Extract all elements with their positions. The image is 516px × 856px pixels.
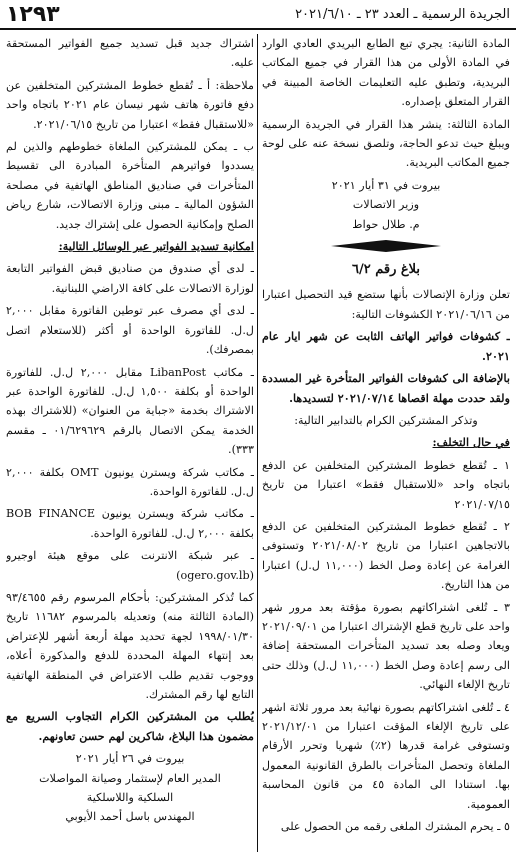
signature-name: م. طلال حواط xyxy=(352,217,420,231)
right-column xyxy=(262,34,510,854)
payment-method-1: ـ لدى أي صندوق من صناديق قبض الفواتير التابعة لوزارة الاتصالات على كافة الاراضي اللبنانية. xyxy=(6,262,254,295)
notice-intro: تعلن وزارة الإتصالات بأنها ستضع قيد التحصيل اعتبارا من ٢٠٢١/٠٦/١٦ الكشوفات التالية: xyxy=(262,288,510,321)
note-a: ملاحظة: أ ـ تُقطع خطوط المشتركين المتخلفين عن دفع فاتورة هاتف شهر نيسان عام ٢٠٢١ باتجاه واحد «للاستقبال فقط» اعتبارا من تاريخ ٢٠٢١/٠٦/١٥. xyxy=(6,78,254,131)
payment-methods-title: امكانية تسديد الفواتير عبر الوسائل التالية: xyxy=(58,239,254,254)
separator-arrow-icon xyxy=(262,240,510,252)
gazette-title: الجريدة الرسمية ـ العدد ٢٣ ـ ٢٠٢١/٦/١٠ xyxy=(295,6,510,22)
measure-3: ٣ ـ تُلغى اشتراكاتهم بصورة مؤقتة بعد مرور شهر واحد على تاريخ قطع الإشتراك اعتبارا من ٢٠٢١/٠٩/٠١ ويعاد وصله بعد تسديد المتأخرات المستحقة إضافة الى رسم إعادة وصل الخط (١١,٠٠٠ ل.ل) وذلك حتى تاريخ الإلغاء النهائي. xyxy=(262,600,510,692)
measure-1: ١ ـ تُقطع خطوط المشتركين المتخلفين عن الدفع باتجاه واحد «للاستقبال فقط» اعتبارا من تاريخ ٢٠٢١/٠٧/١٥ xyxy=(262,458,510,511)
signature-date: بيروت في ٣١ أيار ٢٠٢١ xyxy=(331,178,441,192)
signature-role: المدير العام لإستثمار وصيانة المواصلات xyxy=(39,771,221,785)
payment-method-5: ـ مكاتب شركة ويسترن يونيون BOB FINANCE بكلفة ٢,٠٠٠ ل.ل. للفاتورة الواحدة. xyxy=(6,507,254,540)
signature-name: المهندس باسل أحمد الأيوبي xyxy=(65,810,195,824)
measures-reminder: وتذكر المشتركين الكرام بالتدابير التالية: xyxy=(294,413,478,427)
page-header xyxy=(0,0,516,30)
article-2: المادة الثانية: يجري تبع الطابع البريدي العادي الوارد في المادة الأولى من هذا القرار في جميع المكاتب البريدية، وتطبق عليه التعليمات الخاصة المبينة في القرار المتعلق بإصداره. xyxy=(262,37,510,109)
signature-role-2: السلكية واللاسلكية xyxy=(86,791,174,805)
notice-title: بلاغ رقم ٦/٢ xyxy=(351,262,421,278)
payment-method-2: ـ لدى أي مصرف عبر توطين الفاتورة مقابل ٢,٠٠٠ ل.ل. للفاتورة الواحدة أو أكثر (للاستعلام اتصل بمصرفك). xyxy=(6,304,254,357)
article-3: المادة الثالثة: ينشر هذا القرار في الجريدة الرسمية ويبلغ حيث تدعو الحاجة، وتلصق نسخة عنه على لوحة جميع المكاتب البريدية. xyxy=(262,117,510,170)
subscriber-reminder: كما تُذكر المشتركين: بأحكام المرسوم رقم ٩٣/٤٦٥٥ (المادة الثالثة منه) وتعديله بالمرسوم ١١٦٨٢ تاريخ ١٩٩٨/٠١/٣٠ لجهة تحديد مهلة أربعة أشهر للإعتراض بعد إنتهاء المهلة المحددة للدفع والمذكورة أعلاه، ووجوب تقديم طلب الاعتراض في المنطقة الهاتفية التابع لها رقم المشترك. xyxy=(6,590,254,701)
signature-role: وزير الاتصالات xyxy=(352,198,420,212)
measure-2: ٢ ـ تُقطع خطوط المشتركين المتخلفين عن الدفع بالاتجاهين اعتبارا من تاريخ ٢٠٢١/٠٨/٠٢ وتستوفى الغرامة عن إعادة وصل الخط (١١,٠٠٠ ل.ل) اعتبارا من هذا التاريخ. xyxy=(262,519,510,592)
default-case-title: في حال التخلف: xyxy=(432,435,510,450)
fixed-line-bills: ـ كشوفات فواتير الهاتف الثابت عن شهر ايار عام ٢٠٢١. xyxy=(262,329,510,363)
measure-4: ٤ ـ تُلغى اشتراكاتهم بصورة نهائية بعد مرور ثلاثة اشهر على تاريخ الإلغاء المؤقت اعتبارا من ٢٠٢١/١٢/٠١ وتستوفى غرامة قدرها (٢٪) شهريا وتحرر الأرقام الملغاة وتحصل المتأخرات بالطرق القانونية المعمول بها. استنادا الى المادة ٤٥ من قانون المحاسبة العمومية. xyxy=(262,700,510,811)
director-signature xyxy=(6,749,254,827)
cooperation-request: يُطلب من المشتركين الكرام التجاوب السريع مع مضمون هذا البلاغ، شاكرين لهم حسن تعاونهم. xyxy=(6,709,254,743)
left-column xyxy=(6,34,254,854)
column-divider xyxy=(257,34,258,852)
minister-signature xyxy=(262,176,510,234)
payment-method-6: ـ عبر شبكة الانترنت على موقع هيئة اوجيرو (ogero.gov.lb) xyxy=(6,549,254,582)
payment-method-4: ـ مكاتب شركة ويسترن يونيون OMT بكلفة ٢,٠٠٠ ل.ل. للفاتورة الواحدة. xyxy=(6,465,254,498)
overdue-bills: بالإضافة الى كشوفات الفواتير المتأخرة غير المسددة ولقد حددت مهلة اقصاها ٢٠٢١/٠٧/١٤ لتسديدها. xyxy=(262,371,510,405)
continuation: اشتراك جديد قبل تسديد جميع الفواتير المستحقة عليه. xyxy=(6,37,254,70)
note-b: ب ـ يمكن للمشتركين الملغاة خطوطهم والذين لم يسددوا فواتيرهم المتأخرة المبادرة الى تقسيط المتأخرات في صناديق المناطق الهاتفية في مصلحة الشؤون المالية ـ مبنى وزارة الاتصالات، شارع رياض الصلح وإمكانية الحصول على إشتراك جديد. xyxy=(6,140,254,231)
signature-date: بيروت في ٢٦ أيار ٢٠٢١ xyxy=(75,752,185,766)
measure-5: ٥ ـ يحرم المشترك الملغى رقمه من الحصول على xyxy=(280,820,510,834)
page-number: ١٢٩٣ xyxy=(6,1,60,27)
payment-method-3: ـ مكاتب LibanPost مقابل ٢,٠٠٠ ل.ل. للفاتورة الواحدة أو بكلفة ١,٥٠٠ ل.ل. للفاتورة الواحدة عبر الاشتراك بخدمة «جباية من العنوان» (للاشتراك بهذه الخدمة يمكن الاتصال بالرقم ٠١/٦٢٩٦٢٩ ـ مقسم ٣٣٣). xyxy=(6,365,254,457)
